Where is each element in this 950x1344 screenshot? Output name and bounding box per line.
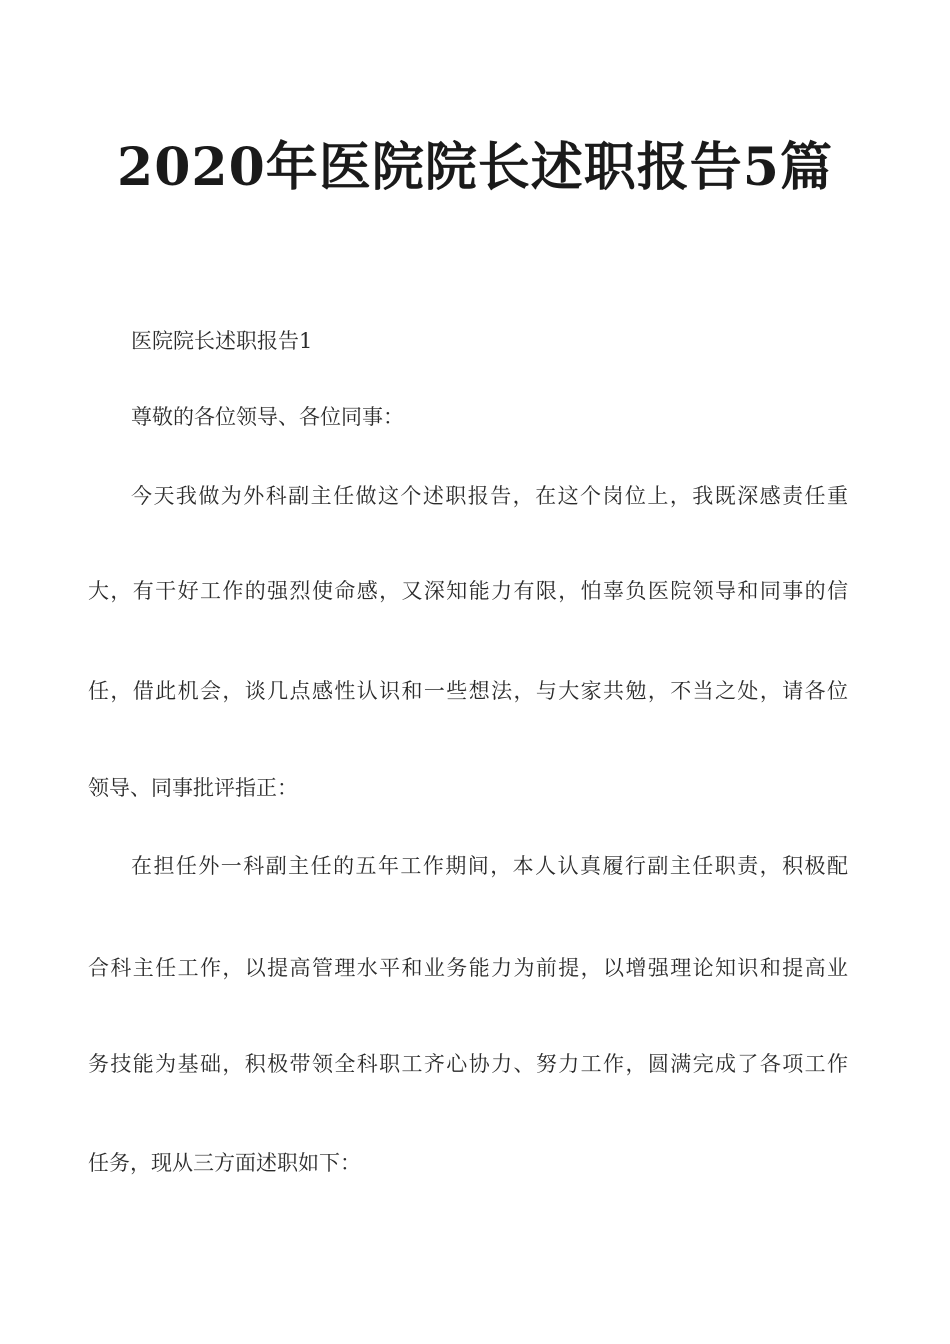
paragraph-line: 任，借此机会，谈几点感性认识和一些想法，与大家共勉，不当之处，请各位 [88, 679, 848, 703]
paragraph-line: 合科主任工作，以提高管理水平和业务能力为前提，以增强理论知识和提高业 [88, 956, 848, 980]
salutation: 尊敬的各位领导、各位同事： [131, 405, 404, 429]
paragraph-line: 任务，现从三方面述职如下： [88, 1151, 361, 1175]
paragraph-line: 大，有干好工作的强烈使命感，又深知能力有限，怕辜负医院领导和同事的信 [88, 579, 848, 603]
paragraph-line: 今天我做为外科副主任做这个述职报告，在这个岗位上，我既深感责任重 [131, 484, 848, 508]
document-title: 2020年医院院长述职报告5篇 [117, 137, 833, 198]
paragraph-line: 务技能为基础，积极带领全科职工齐心协力、努力工作，圆满完成了各项工作 [88, 1052, 848, 1076]
paragraph-line: 在担任外一科副主任的五年工作期间，本人认真履行副主任职责，积极配 [131, 854, 848, 878]
paragraph-line: 领导、同事批评指正： [88, 776, 298, 800]
section-heading: 医院院长述职报告1 [131, 329, 313, 353]
